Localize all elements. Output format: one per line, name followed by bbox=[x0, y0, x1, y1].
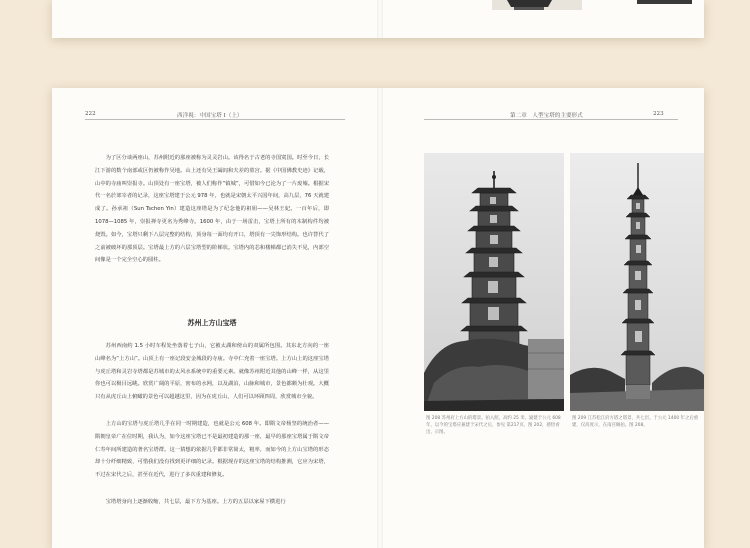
book-gutter bbox=[377, 88, 383, 548]
paragraph-text: 宝塔塔身向上逐渐收缩，共七层，最下方为基座。上方的五层以家屋下横进行 bbox=[105, 499, 286, 505]
left-page-number: 222 bbox=[85, 111, 96, 117]
pagoda-photo-image bbox=[424, 153, 564, 411]
right-page-number: 223 bbox=[653, 111, 664, 117]
figure-caption-208: 图 208 苏州府上方山的塔景。拍入照，高约 25 米，疑建于公元 608 年，以今的宝塔应兼建于宋代之后，参见 第217页。图 202，感悟看出，示图。 bbox=[426, 416, 561, 435]
paragraph-text: 为了区分谈两座山，苏州附近的那座被称为灵灵岩山。该得名于古老的寺国寞国。时至今日，长江下游的数个南部或区仍被称作吴地。山上还有吴王阖闾和夫差的墓宫。据《中国佛教史迹》记载，山中的寺庙叫崇报寺。山顶处有一座宝塔，被人们称作“镇城”，可惜如今已沦为了一片废墟。根据宋代一名於郊宰者的记录，这座宝塔建于公元 978 年，也就是宋朝太平兴国年间，高九层，76 天就建成了。孙承祖（Sun Tschen Yin）建造这座塔是为了纪念他的祖姐——吴林王妃。一百年后，即 1078—1085 年，崇报禅寺更名为秀峰寺。1600 年，由于一场雷击，宝塔上所有的木制构件均被烧毁。如今，宝塔只剩下八层完整的结构，顶身每一面均有开口，塔顶有一尖饰形结构。也许替代了之前被破坏的那顶层。宝塔最上方的六层宝塔型的阶梯状。宝塔内的芯和楼梯都已消失不见，内部空间像是一个完全空心的圆柱。 bbox=[95, 155, 329, 264]
left-header-rule bbox=[85, 119, 345, 120]
body-paragraph-3 bbox=[95, 418, 329, 482]
previous-page-sheet bbox=[52, 0, 704, 38]
pagoda-photo-songjiang bbox=[570, 153, 704, 411]
body-paragraph-2 bbox=[95, 340, 329, 404]
pagoda-photo-image bbox=[570, 153, 704, 411]
section-heading: 苏州上方山宝塔 bbox=[187, 318, 237, 327]
previous-pagoda-photo-fragment bbox=[52, 0, 704, 38]
figure-caption-209: 图 209 江苏松江府方塔之塔景，共七层。于公元 1400 年之后重建，仅高度示，在南宫佩拍。图 208。 bbox=[572, 416, 699, 428]
pagoda-photo-shangfangshan bbox=[424, 153, 564, 411]
right-running-head: 第二章 人型宝塔的主要形式 bbox=[510, 113, 583, 119]
left-running-head: 西洋視：中国宝塔 I（上） bbox=[177, 113, 243, 119]
book-spread bbox=[52, 88, 704, 548]
paragraph-text: 苏州西南约 1.5 小时车程处坐落着七子山，它被太湖和傍山的双属所包围。其东北方向的一座山峰名为“上方山”。山顶上有一座记段安金城段的寺庙。寺中仁充着一座宝塔。上方山上的这座宝塔与虎丘塔和灵岩寺塔都是苏城市的太风水系统中的重要元素。就像苏州附近其他的山峰一样，从这里你也可以极目远眺。欣赏广阔的平原，密布的水网，以及湖泊，山脉和城市，景色都颇为壮观。大概只有从虎丘山上俯瞰的景色可以超越这里，因为在虎丘山，人们可以环顾四周，欣赏城市全貌。 bbox=[95, 343, 329, 401]
body-paragraph-4 bbox=[95, 496, 329, 509]
right-header-rule bbox=[424, 119, 678, 120]
paragraph-text: 上方山的宝塔与虎丘塔几乎在同一时期建造，也就是公元 608 年。即隋文帝杨坚的统治者——隋朝皇帝广在位时期，我认为，如今这座宝塔已不是最初建造的那一座，最早的那座宝塔属于隋文帝仁寿年间所建造的著名宝塔群。这一猜想的依据几乎都非常简太，粗率，而如今的上方山宝塔的形态却十分纤细精致，可惜我们没有找到更详细的记录。根据现存的这座宝塔的结构推测，它应为宋塔，不过在宋代之后，甚至在近代，进行了多次重建和修复。 bbox=[95, 421, 329, 479]
body-paragraph-1 bbox=[95, 152, 329, 267]
